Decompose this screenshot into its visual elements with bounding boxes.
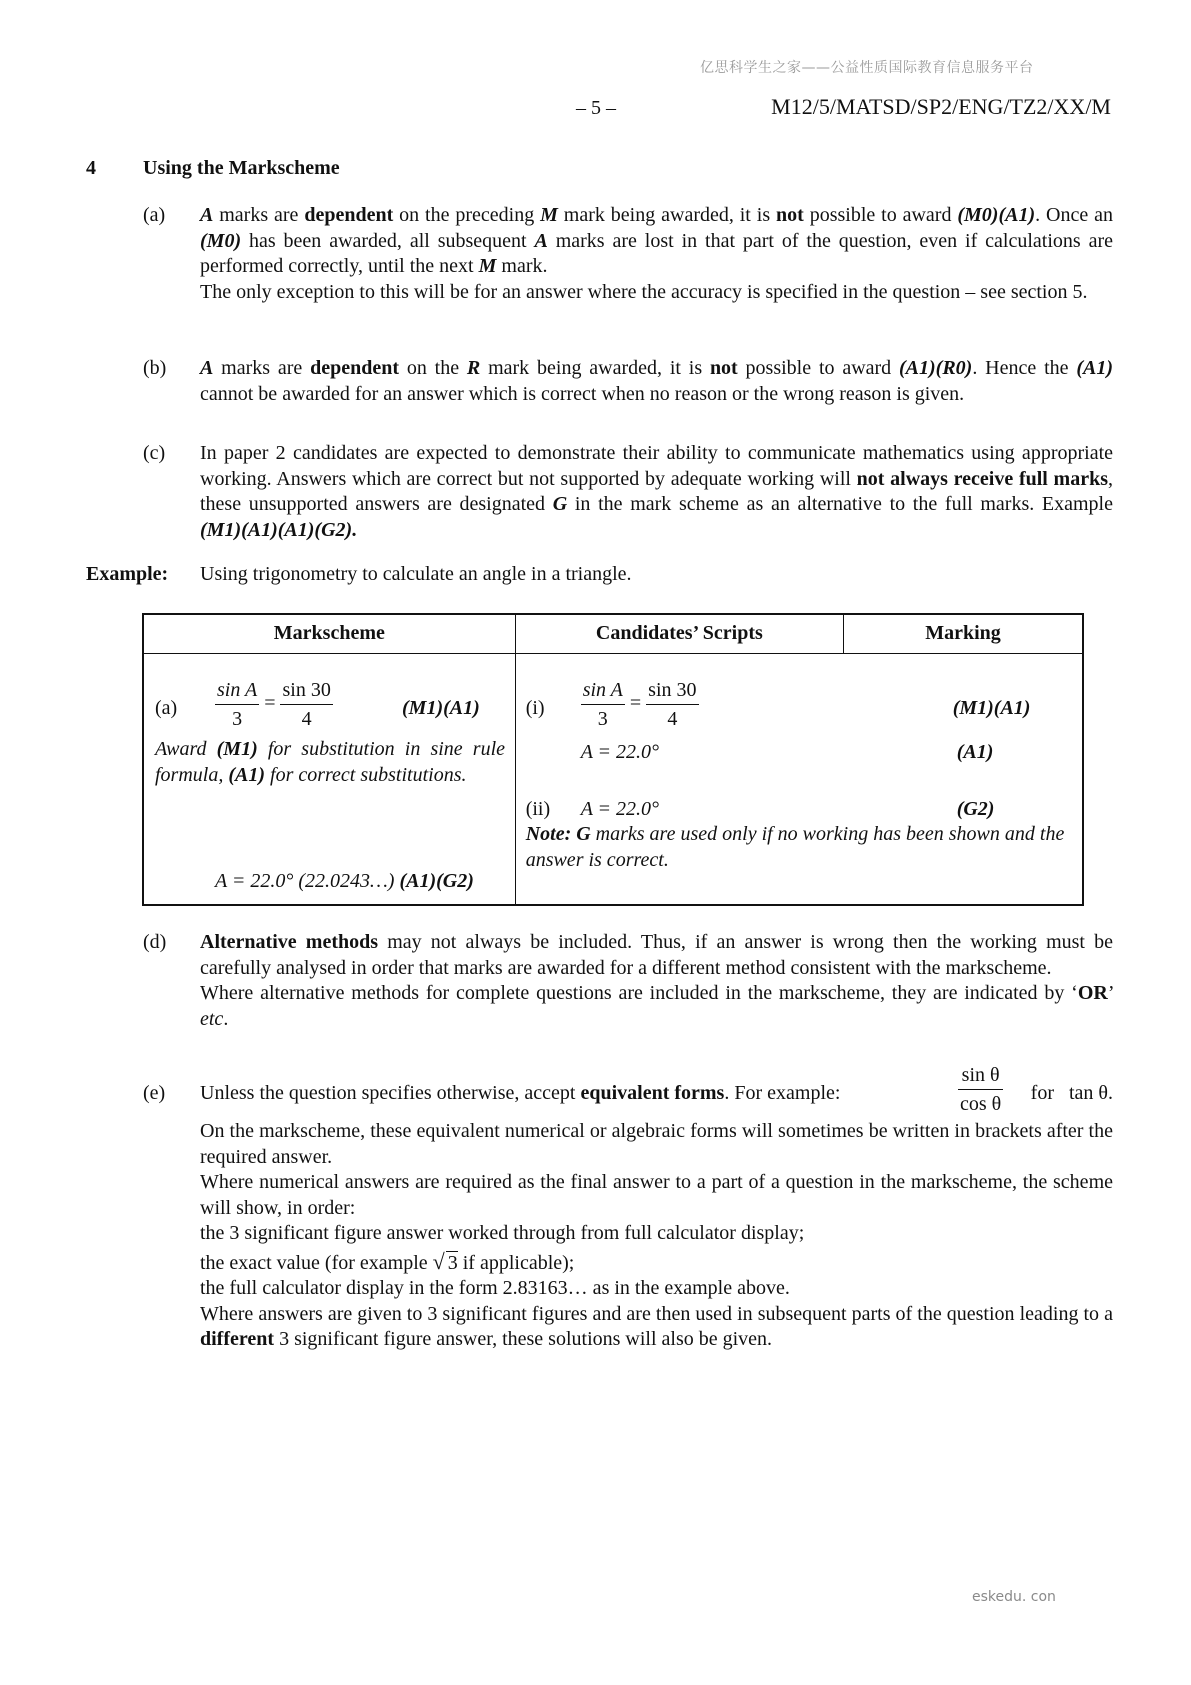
footer-site: eskedu. con [972, 1589, 1056, 1605]
markscheme-table [142, 613, 1084, 906]
ms-award-note: Award (M1) for substitution in sine rule formula, (A1) for correct substitutions. [155, 738, 505, 786]
cand-marks-i1: (M1)(A1) [952, 697, 1031, 719]
header-marking: Marking [843, 614, 1083, 654]
page-number: – 5 – [576, 97, 616, 119]
item-a [143, 203, 1113, 313]
item-b-label: (b) [143, 357, 167, 379]
item-d-label: (d) [143, 931, 167, 953]
item-c-label: (c) [143, 442, 166, 464]
item-e [143, 1061, 1113, 1361]
item-e-line-3: the 3 significant figure answer worked through from full calculator display; [200, 1222, 805, 1244]
section-title: Using the Markscheme [143, 157, 340, 179]
paper-code: M12/5/MATSD/SP2/ENG/TZ2/XX/M [771, 94, 1111, 119]
example-label: Example: [86, 563, 169, 585]
cand-marks-ii: (G2) [956, 798, 995, 820]
cand-answer-ii: A = 22.0° [580, 798, 660, 820]
item-c-text: In paper 2 candidates are expected to demonstrate their ability to communicate mathematics using appropriate working. Answers which are correct but not supported by adequate working will not always receive full marks, these unsupported answers are designated G in the mark scheme as an alternative to the full marks. Example (M1)(A1)(A1)(G2). [200, 442, 1113, 541]
header-markscheme: Markscheme [143, 614, 515, 654]
markscheme-cell: (a) $\frac{\text{sin A}}{3}$ = $\frac{\sin 30}{4}$ (M1)(A1) Award (M1) for substitution in sine rule formula, (A1) for correct substitutions. A = 22.0° (22.0243…) (A1)(G2) [143, 654, 515, 906]
item-d-text: Alternative methods may not always be included. Thus, if an answer is wrong then the working must be carefully analysed in order that marks are awarded for a different method consistent with the markscheme. Where alternative methods for complete questions are included in the markscheme, they are indicated by ‘OR’ etc. [200, 931, 1114, 1030]
ms-answer: A = 22.0° (22.0243…) (A1)(G2) [215, 870, 474, 892]
item-a-label: (a) [143, 204, 166, 226]
item-b [143, 356, 1113, 411]
item-e-text [200, 1061, 1113, 1353]
candidates-scripts-cell: (i) $\frac{\text{sin A}}{3}$ = $\frac{\sin 30}{4}$ (M1)(A1) A = 22.0° (A1) (ii) A = 22.0° (G2) Note: G marks are used only if no working has been shown and the answer is correct. [515, 654, 1083, 906]
watermark-text: 亿思科学生之家——公益性质国际教育信息服务平台 [700, 60, 1034, 76]
item-e-line-4: the exact value (for example √ 3 if applicable); [200, 1248, 575, 1274]
item-a-text: A marks are dependent on the preceding M mark being awarded, it is not possible to award (M0)(A1). Once an (M0) has been awarded, all subsequent A marks are lost in that part of the question, even if calculations are performed correctly, until the next M mark. The only exception to this will be for an answer where the accuracy is specified in the question – see section 5. [200, 203, 1113, 305]
item-e-first-line: Unless the question specifies otherwise, accept equivalent forms. For example: $\frac{\text{sin θ}}{\text{cos θ}}$ for tan θ. [200, 1061, 1113, 1119]
section-number: 4 [86, 157, 96, 179]
cand-answer-i: A = 22.0° [580, 741, 660, 763]
cand-part-ii-label: (ii) [525, 798, 551, 820]
item-e-line-6: Where answers are given to 3 significant figures and are then used in subsequent parts of the question leading to a different 3 significant figure answer, these solutions will also be given. [200, 1302, 1113, 1350]
item-e-line-1: On the markscheme, these equivalent numerical or algebraic forms will sometimes be written in brackets after the required answer. [200, 1120, 1113, 1168]
cand-note: Note: G marks are used only if no working has been shown and the answer is correct. [525, 823, 1065, 871]
item-b-text: A marks are dependent on the R mark being awarded, it is not possible to award (A1)(R0). Hence the (A1) cannot be awarded for an answer which is correct when no reason or the wrong reason is given. [200, 357, 1113, 405]
header-candidates-scripts: Candidates’ Scripts [515, 614, 843, 654]
item-c [143, 441, 1113, 545]
cand-marks-i2: (A1) [956, 741, 994, 763]
item-e-line-2: Where numerical answers are required as the final answer to a part of a question in the markscheme, the scheme will show, in order: [200, 1171, 1113, 1219]
example-text: Using trigonometry to calculate an angle in a triangle. [200, 563, 632, 585]
item-d [143, 930, 1113, 1055]
item-a-exception: The only exception to this will be for an answer where the accuracy is specified in the question – see section 5. [200, 280, 1088, 303]
item-e-label: (e) [143, 1082, 166, 1104]
item-e-line-5: the full calculator display in the form 2.83163… as in the example above. [200, 1277, 790, 1299]
